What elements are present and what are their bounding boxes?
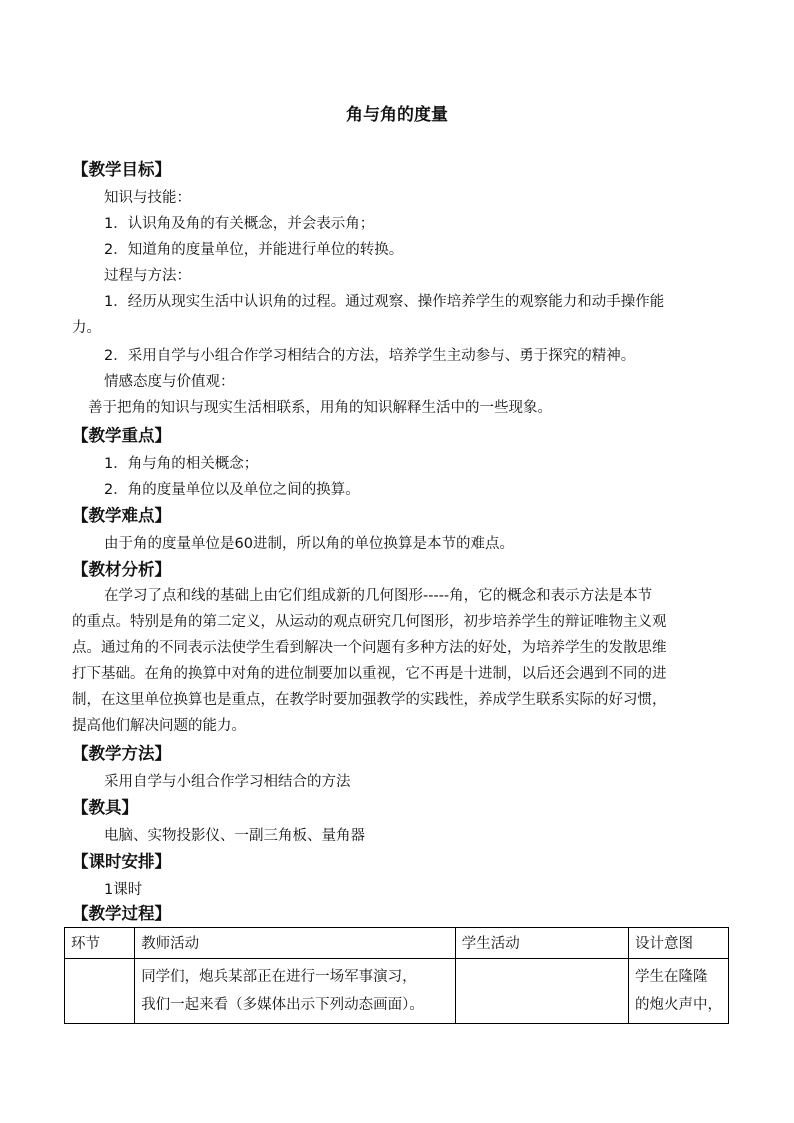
key-point-item: 2．角的度量单位以及单位之间的换算。 (104, 482, 360, 498)
analysis-line: 在学习了点和线的基础上由它们组成新的几何图形-----角，它的概念和表示方法是本节 (104, 588, 653, 604)
process-item-1-line-1: 1．经历从现实生活中认识角的过程。通过观察、操作培养学生的观察能力和动手操作能 (104, 294, 665, 310)
teacher-activity-line: 同学们，炮兵某部正在进行一场军事演习， (141, 969, 417, 985)
knowledge-item: 1．认识角及角的有关概念，并会表示角； (104, 216, 375, 232)
analysis-line: 提高他们解决问题的能力。 (72, 718, 246, 734)
process-heading: 【教学过程】 (72, 904, 171, 923)
emotion-heading: 情感态度与价值观： (104, 374, 235, 390)
emotion-text: 善于把角的知识与现实生活相联系，用角的知识解释生活中的一些现象。 (88, 400, 552, 416)
analysis-line: 制，在这里单位换算也是重点，在教学时要加强教学的实践性，养成学生联系实际的好习惯， (72, 692, 667, 708)
teaching-process-table (64, 927, 729, 1024)
key-points-heading: 【教学重点】 (72, 426, 171, 445)
document-title: 角与角的度量 (346, 105, 448, 125)
header-teacher-activity: 教师活动 (135, 928, 456, 959)
analysis-heading: 【教材分析】 (72, 560, 171, 579)
process-method-heading: 过程与方法： (104, 268, 191, 284)
design-intent-line: 的炮火声中， (634, 997, 722, 1013)
stage-cell (65, 959, 135, 1024)
table-row (65, 959, 729, 1024)
methods-heading: 【教学方法】 (72, 744, 171, 763)
objectives-heading: 【教学目标】 (72, 160, 171, 179)
tools-heading: 【教具】 (72, 798, 138, 817)
analysis-line: 的重点。特别是角的第二定义，从运动的观点研究几何图形，初步培养学生的辩证唯物主义观 (72, 614, 667, 630)
design-intent-line: 学生在隆隆 (634, 969, 708, 985)
schedule-text: 1课时 (104, 882, 143, 898)
header-student-activity: 学生活动 (455, 928, 628, 959)
methods-text: 采用自学与小组合作学习相结合的方法 (104, 774, 351, 790)
knowledge-item: 2．知道角的度量单位，并能进行单位的转换。 (104, 242, 404, 258)
header-stage: 环节 (65, 928, 135, 959)
analysis-line: 打下基础。在角的换算中对角的进位制要加以重视，它不再是十进制，以后还会遇到不同的进 (72, 666, 667, 682)
header-design-intent: 设计意图 (628, 928, 728, 959)
design-intent-cell (628, 959, 728, 1024)
teacher-activity-line: 我们一起来看（多媒体出示下列动态画面）。 (141, 997, 424, 1013)
key-point-item: 1．角与角的相关概念； (104, 456, 259, 472)
process-item-2: 2．采用自学与小组合作学习相结合的方法，培养学生主动参与、勇于探究的精神。 (104, 348, 636, 364)
process-item-1-line-2: 力。 (72, 320, 101, 336)
analysis-line: 点。通过角的不同表示法使学生看到解决一个问题有多种方法的好处，为培养学生的发散思维 (72, 640, 667, 656)
difficulties-heading: 【教学难点】 (72, 506, 171, 525)
knowledge-heading: 知识与技能： (104, 190, 191, 206)
tools-text: 电脑、实物投影仪、一副三角板、量角器 (104, 828, 365, 844)
student-activity-cell (455, 959, 628, 1024)
table-header-row (65, 928, 729, 959)
teacher-activity-cell (135, 959, 456, 1024)
schedule-heading: 【课时安排】 (72, 852, 171, 871)
difficulties-text: 由于角的度量单位是60进制，所以角的单位换算是本节的难点。 (104, 536, 514, 552)
